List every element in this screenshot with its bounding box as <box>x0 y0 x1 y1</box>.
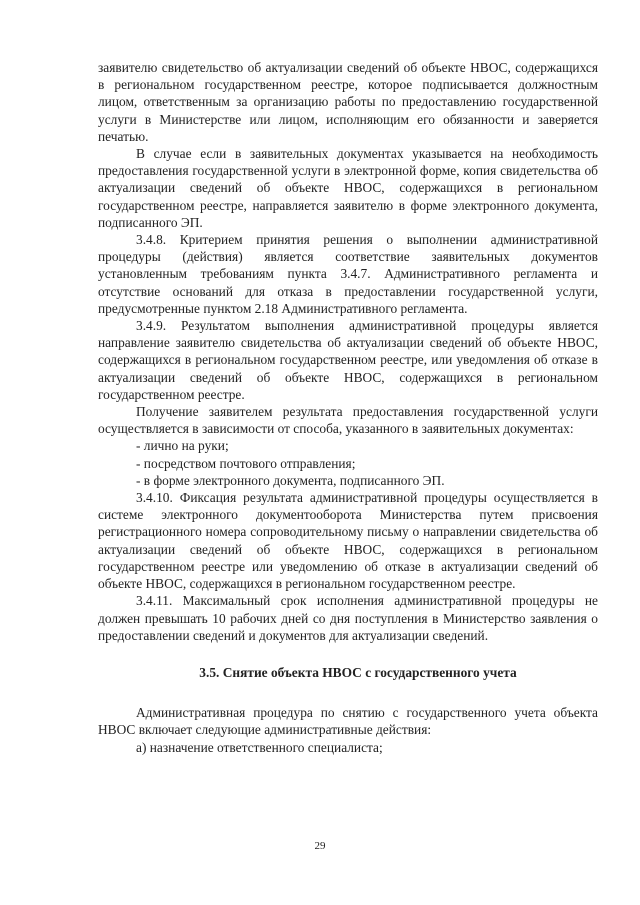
paragraph: В случае если в заявительных документах указывается на необходимость предоставления государственной услуги в электронной форме, копия свидетельства об актуализации сведений об объекте НВОС, содержащихся в региональном государственном реестре, направляется заявителю в форме электронного документа, подписанного ЭП. <box>98 146 598 230</box>
paragraph: 3.4.9. Результатом выполнения административной процедуры является направление заявителю свидетельства об актуализации сведений об объекте НВОС, содержащихся в региональном государственном реестре, или уведомления об отказе в актуализации сведений об объекте НВОС, содержащихся в региональном государственном реестре. <box>98 318 598 402</box>
paragraph: а) назначение ответственного специалиста; <box>136 739 383 755</box>
section-heading: 3.5. Снятие объекта НВОС с государственного учета <box>199 664 517 680</box>
document-body <box>98 59 598 756</box>
paragraph: 3.4.8. Критерием принятия решения о выполнении административной процедуры (действия) является соответствие заявительных документов установленным требованиям пункта 3.4.7. Административного регламента и отсутствие оснований для отказа в предоставлении государственной услуги, предусмотренные пунктом 2.18 Административного регламента. <box>98 232 598 316</box>
paragraph: Административная процедура по снятию с государственного учета объекта НВОС включает следующие административные действия: <box>98 705 598 738</box>
list-item: - лично на руки; <box>136 438 229 454</box>
paragraphs-after <box>98 704 598 756</box>
paragraph: 3.4.11. Максимальный срок исполнения административной процедуры не должен превышать 10 рабочих дней со дня поступления в Министерство заявления о предоставлении сведений и документов для актуализации сведений. <box>98 593 598 643</box>
list-item: - в форме электронного документа, подписанного ЭП. <box>136 472 445 488</box>
paragraphs-before <box>98 59 598 644</box>
paragraph: Получение заявителем результата предоставления государственной услуги осуществляется в зависимости от способа, указанного в заявительных документах: <box>98 404 598 437</box>
paragraph: заявителю свидетельство об актуализации сведений об объекте НВОС, содержащихся в региональном государственном реестре, которое подписывается должностным лицом, ответственным за организацию работы по предоставлению государственной услуги в Министерстве или лицом, исполняющим его обязанности и заверяется печатью. <box>98 60 598 144</box>
paragraph: 3.4.10. Фиксация результата административной процедуры осуществляется в системе электронного документооборота Министерства путем присвоения регистрационного номера сопроводительному письму о направлении свидетельства об актуализации сведений об объекте НВОС, содержащихся в региональном государственном реестре или уведомлению об отказе в актуализации сведений об объекте НВОС, содержащихся в региональном государственном реестре. <box>98 490 598 592</box>
page-number: 29 <box>314 840 326 852</box>
list-item: - посредством почтового отправления; <box>136 455 356 471</box>
